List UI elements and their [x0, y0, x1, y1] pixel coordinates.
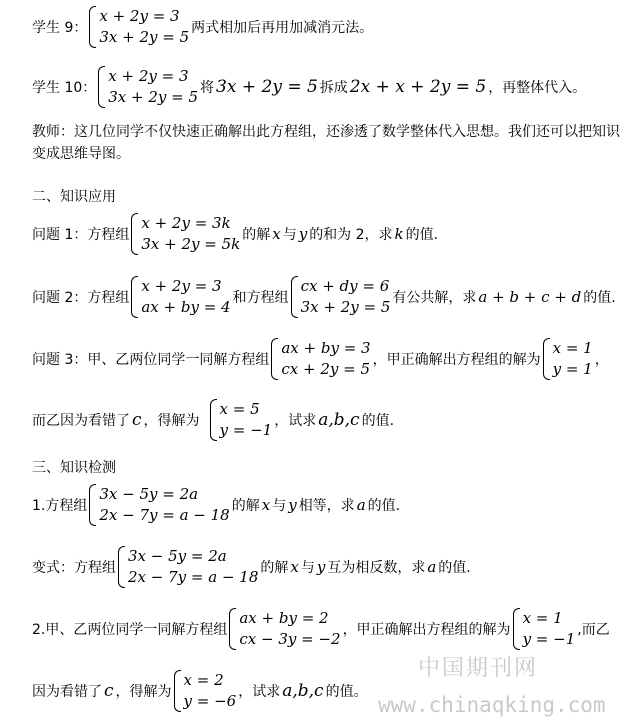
text: 和方程组 — [232, 290, 289, 306]
equation: ax + by = 4 — [141, 298, 231, 316]
equation: x + 2y = 3 — [99, 7, 180, 25]
question-3-label: 问题 3：甲、乙两位同学一同解方程组 — [32, 352, 270, 368]
problem-2-label: 2.甲、乙两位同学一同解方程组 — [32, 622, 228, 638]
text: 与 — [282, 227, 297, 243]
text: 相等，求 — [298, 498, 355, 514]
text: ，再整体代入。 — [488, 80, 587, 96]
math: a — [427, 558, 437, 576]
math: a,b,c — [282, 681, 324, 701]
text: ，试求 — [238, 684, 281, 700]
equation: 2x − 7y = a − 18 — [99, 506, 230, 524]
brace-icon — [131, 276, 138, 318]
text: 的值. — [438, 560, 471, 576]
text: ,而乙 — [577, 622, 610, 638]
equation: 3x + 2y = 5 — [108, 88, 199, 106]
solution-system — [174, 670, 237, 712]
solution-system — [210, 399, 273, 441]
solution-system — [513, 608, 576, 650]
equation: 2x − 7y = a − 18 — [128, 568, 259, 586]
text: 互为相反数，求 — [327, 560, 426, 576]
text: 而乙因为看错了 — [32, 413, 130, 429]
question-3-continued — [32, 399, 394, 441]
text: ，得解为 — [143, 413, 200, 429]
math: y — [316, 558, 326, 576]
equation: cx − 3y = −2 — [239, 630, 341, 648]
text: 的值. — [367, 498, 401, 514]
text: 的和为 2，求 — [309, 227, 393, 243]
text: 与 — [272, 498, 287, 514]
equation: ax + by = 2 — [239, 609, 329, 627]
text: ， — [594, 352, 609, 368]
question-2-label: 问题 2：方程组 — [32, 290, 130, 306]
brace-icon — [118, 546, 125, 588]
math: y — [288, 496, 297, 514]
text: 的解 — [242, 227, 271, 243]
equation: x + 2y = 3 — [108, 67, 189, 85]
brace-icon — [271, 338, 278, 380]
text: 的值. — [361, 413, 395, 429]
teacher-paragraph: 教师：这几位同学不仅快速正确解出此方程组，还渗透了数学整体代入思想。我们还可以把知识变成思维导图。 — [32, 124, 620, 162]
equation-system — [118, 546, 258, 588]
equation-system — [271, 338, 370, 380]
student-10-line — [32, 66, 586, 108]
question-3-line — [32, 338, 609, 380]
equation-system — [131, 213, 240, 255]
math: c — [104, 681, 114, 701]
math: k — [394, 225, 404, 243]
math: x — [272, 225, 281, 243]
student-9-line — [32, 6, 373, 48]
equation-system — [291, 276, 391, 318]
question-2-line — [32, 276, 616, 318]
equation: 3x − 5y = 2a — [128, 547, 227, 565]
equation: x = 1 — [552, 339, 593, 357]
math: y — [298, 225, 308, 243]
text: 的值. — [405, 227, 439, 243]
equation: 3x − 5y = 2a — [99, 485, 199, 503]
problem-1-line — [32, 484, 400, 526]
brace-icon — [543, 338, 550, 380]
section-heading-3: 三、知识检测 — [32, 460, 116, 476]
math: x — [261, 496, 271, 514]
equation-system — [98, 66, 198, 108]
watermark-text: 中国期刊网 — [418, 656, 539, 681]
equation: x + 2y = 3k — [141, 214, 231, 232]
variant-label: 变式：方程组 — [32, 560, 116, 576]
equation: y = −6 — [183, 692, 237, 710]
text: 有公共解，求 — [392, 290, 477, 306]
text: 因为看错了 — [32, 684, 102, 700]
brace-icon — [89, 6, 96, 48]
text: ，得解为 — [115, 684, 172, 700]
watermark-url: www.chinaqking.com — [378, 693, 606, 717]
problem-2-line — [32, 608, 610, 650]
equation-system — [89, 6, 189, 48]
variant-line — [32, 546, 471, 588]
brace-icon — [291, 276, 298, 318]
student-10-label: 学生 10： — [32, 80, 97, 96]
text: ，甲正确解出方程组的解为 — [372, 352, 541, 368]
equation: y = −1 — [522, 630, 576, 648]
math: a + b + c + d — [478, 288, 582, 306]
brace-icon — [210, 399, 217, 441]
problem-1-label: 1.方程组 — [32, 498, 88, 514]
problem-2-continued — [32, 670, 368, 712]
equation: y = −1 — [219, 421, 273, 439]
question-1-line — [32, 213, 438, 255]
math: x — [290, 558, 299, 576]
text: 的解 — [260, 560, 289, 576]
math: a,b,c — [318, 410, 360, 430]
text: 两式相加后再用加减消元法。 — [191, 20, 374, 36]
equation-system — [229, 608, 340, 650]
equation: x + 2y = 3 — [141, 277, 222, 295]
math: 2x + x + 2y = 5 — [349, 77, 487, 97]
equation-system — [131, 276, 230, 318]
math: 3x + 2y = 5 — [216, 77, 318, 97]
text: ，试求 — [274, 413, 317, 429]
brace-icon — [131, 213, 138, 255]
equation: x = 2 — [183, 671, 224, 689]
equation-system — [89, 484, 229, 526]
text: 将 — [200, 80, 215, 96]
brace-icon — [89, 484, 96, 526]
student-9-label: 学生 9： — [32, 20, 88, 36]
equation: ax + by = 3 — [281, 339, 371, 357]
text: 与 — [300, 560, 315, 576]
equation: x = 5 — [219, 400, 260, 418]
equation: cx + 2y = 5 — [281, 360, 370, 378]
text: 拆成 — [319, 80, 348, 96]
equation: y = 1 — [552, 360, 593, 378]
brace-icon — [174, 670, 181, 712]
section-heading-2: 二、知识应用 — [32, 189, 116, 205]
text: 的解 — [231, 498, 260, 514]
equation: 3x + 2y = 5 — [300, 298, 391, 316]
equation: cx + dy = 6 — [300, 277, 390, 295]
equation: 3x + 2y = 5k — [141, 235, 241, 253]
equation: x = 1 — [522, 609, 563, 627]
math: a — [356, 496, 366, 514]
solution-system — [543, 338, 593, 380]
brace-icon — [513, 608, 520, 650]
text: 的值. — [583, 290, 616, 306]
text: 的值。 — [325, 684, 368, 700]
text: ，甲正确解出方程组的解为 — [342, 622, 511, 638]
question-1-label: 问题 1：方程组 — [32, 227, 130, 243]
math: c — [132, 410, 142, 430]
equation: 3x + 2y = 5 — [99, 28, 190, 46]
brace-icon — [98, 66, 105, 108]
brace-icon — [229, 608, 236, 650]
